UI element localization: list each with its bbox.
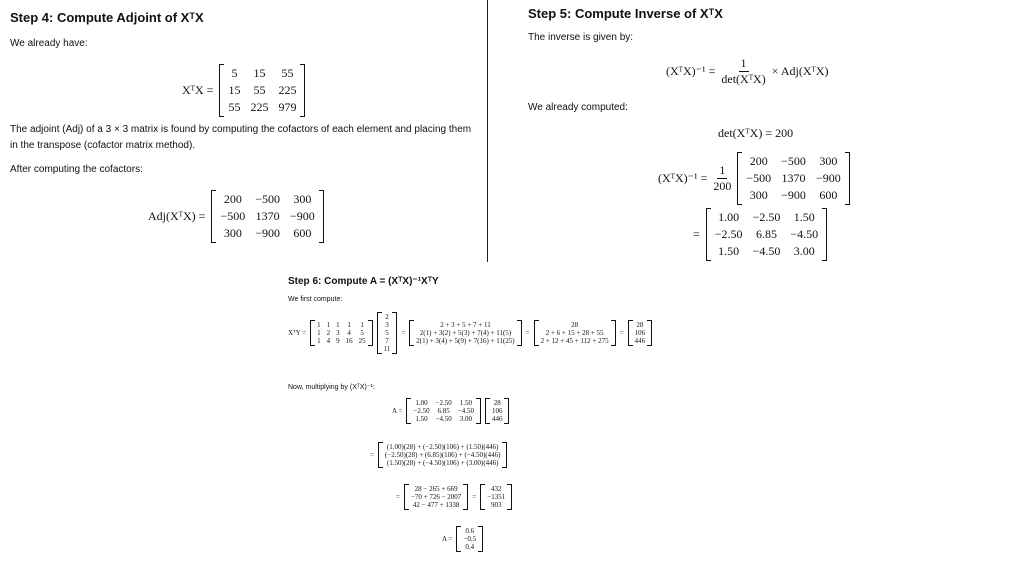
a-result-lhs: A = bbox=[442, 535, 453, 543]
matrix-table bbox=[381, 313, 394, 353]
matrix-row bbox=[741, 170, 845, 187]
matrix-cell: −70 + 726 − 2007 bbox=[410, 493, 462, 501]
matrix-cell: 5 bbox=[385, 329, 389, 337]
equals-sign: = bbox=[370, 451, 374, 459]
matrix-cell: 106 bbox=[634, 329, 646, 337]
matrix-cell: 1 bbox=[326, 321, 331, 329]
xty-vector bbox=[628, 320, 653, 346]
matrix-table bbox=[710, 209, 823, 260]
matrix-table bbox=[314, 321, 369, 345]
matrix-cell: 28 bbox=[636, 321, 644, 329]
xty-vector-small bbox=[485, 398, 510, 424]
matrix-cell: 55 bbox=[253, 83, 266, 97]
matrix-cell: 1.50 bbox=[718, 244, 740, 258]
matrix-cell: 106 bbox=[491, 407, 503, 415]
matrix-row bbox=[381, 313, 394, 321]
step4-xtx-equation bbox=[182, 64, 305, 117]
matrix-row bbox=[410, 399, 477, 407]
matrix-row bbox=[538, 321, 612, 329]
matrix-cell: 1.00 bbox=[718, 210, 740, 224]
matrix-row bbox=[382, 451, 504, 459]
fraction-numerator: 1 bbox=[719, 163, 726, 177]
a-product-equation bbox=[392, 398, 509, 424]
matrix-cell: −4.50 bbox=[790, 227, 819, 241]
matrix-cell: 300 bbox=[749, 188, 768, 202]
product-expansion bbox=[370, 442, 507, 468]
fraction-denominator: 200 bbox=[713, 179, 732, 193]
matrix-row bbox=[460, 543, 479, 551]
xtx-lhs: XᵀX = bbox=[182, 83, 214, 97]
matrix-cell: 200 bbox=[749, 154, 768, 168]
matrix-row bbox=[710, 209, 823, 226]
det-value: det(XᵀX) = 200 bbox=[718, 126, 794, 140]
equals-sign: = bbox=[525, 329, 530, 337]
matrix-cell: 9 bbox=[336, 337, 340, 345]
matrix-row bbox=[381, 329, 394, 337]
matrix-cell: 600 bbox=[293, 226, 312, 240]
matrix-cell: −900 bbox=[290, 209, 315, 223]
matrix-row bbox=[489, 407, 506, 415]
product-terms-vector bbox=[378, 442, 508, 468]
matrix-row bbox=[408, 501, 464, 509]
matrix-cell: 2 + 12 + 45 + 112 + 275 bbox=[540, 337, 609, 345]
matrix-row bbox=[382, 443, 504, 451]
inv-lhs: (XᵀX)⁻¹ = bbox=[658, 171, 708, 185]
matrix-row bbox=[410, 415, 477, 423]
matrix-row bbox=[484, 485, 508, 493]
matrix-row bbox=[538, 337, 612, 345]
matrix-cell: 0.4 bbox=[465, 543, 475, 551]
matrix-cell: −0.5 bbox=[463, 535, 477, 543]
matrix-row bbox=[460, 535, 479, 543]
step4-after: After computing the cofactors: bbox=[10, 164, 143, 175]
equals-sign: = bbox=[472, 493, 477, 501]
fraction-numerator: 1 bbox=[740, 56, 747, 70]
xtx-matrix bbox=[219, 64, 305, 117]
matrix-table bbox=[382, 443, 504, 467]
matrix-cell: 3.00 bbox=[459, 415, 472, 423]
matrix-row bbox=[408, 493, 464, 501]
step4-explain: The adjoint (Adj) of a 3 × 3 matrix is found by computing the cofactors of each element and placing them in the transpose (cofactor matrix method). bbox=[10, 124, 472, 151]
matrix-cell: 3 bbox=[336, 329, 340, 337]
a-lhs: A = bbox=[392, 407, 403, 415]
matrix-cell: 0.6 bbox=[465, 527, 475, 535]
matrix-row bbox=[632, 337, 649, 345]
matrix-row bbox=[223, 65, 301, 82]
matrix-cell: −500 bbox=[781, 154, 806, 168]
fraction-denominator: det(XᵀX) bbox=[721, 72, 766, 86]
column-divider bbox=[487, 0, 488, 262]
equals-sign: = bbox=[401, 329, 406, 337]
xty-lhs: XᵀY = bbox=[288, 329, 307, 337]
matrix-cell: 6.85 bbox=[755, 227, 777, 241]
matrix-table bbox=[538, 321, 612, 345]
matrix-row bbox=[413, 321, 517, 329]
matrix-cell: −1351 bbox=[487, 493, 506, 501]
result-vector bbox=[456, 526, 483, 552]
matrix-row bbox=[215, 225, 319, 242]
matrix-table bbox=[632, 321, 649, 345]
step5-computed: We already computed: bbox=[528, 102, 628, 113]
matrix-cell: 4 bbox=[326, 337, 331, 345]
matrix-cell: −2.50 bbox=[752, 210, 781, 224]
matrix-cell: 200 bbox=[223, 192, 242, 206]
inverse-matrix-small bbox=[406, 398, 481, 424]
matrix-cell: 15 bbox=[253, 66, 266, 80]
matrix-cell: −4.50 bbox=[435, 415, 452, 423]
matrix-cell: 1 bbox=[317, 337, 321, 345]
final-result bbox=[442, 526, 483, 552]
matrix-table bbox=[223, 65, 301, 116]
matrix-cell: 25 bbox=[358, 337, 366, 345]
matrix-cell: −500 bbox=[746, 171, 772, 185]
matrix-row bbox=[538, 329, 612, 337]
matrix-cell: 979 bbox=[278, 100, 297, 114]
matrix-cell: 2 bbox=[326, 329, 331, 337]
product-simplified bbox=[396, 484, 512, 510]
matrix-row bbox=[382, 459, 504, 467]
matrix-row bbox=[381, 345, 394, 353]
matrix-cell: 600 bbox=[819, 188, 838, 202]
matrix-cell: 1.50 bbox=[415, 415, 428, 423]
matrix-cell: 1.00 bbox=[415, 399, 428, 407]
matrix-cell: 1 bbox=[347, 321, 351, 329]
sums-vector bbox=[409, 320, 521, 346]
matrix-row bbox=[223, 82, 301, 99]
matrix-table bbox=[408, 485, 464, 509]
matrix-table bbox=[410, 399, 477, 423]
matrix-row bbox=[632, 329, 649, 337]
matrix-cell: −900 bbox=[255, 226, 281, 240]
matrix-cell: 300 bbox=[223, 226, 242, 240]
matrix-cell: −4.50 bbox=[752, 244, 781, 258]
matrix-row bbox=[314, 329, 369, 337]
matrix-cell: 1 bbox=[317, 329, 321, 337]
matrix-table bbox=[741, 153, 845, 204]
step5-inverse-formula bbox=[666, 56, 829, 87]
matrix-row bbox=[215, 208, 319, 225]
step5-intro: The inverse is given by: bbox=[528, 32, 634, 43]
equals-sign: = bbox=[396, 493, 400, 501]
y-vector bbox=[377, 312, 398, 354]
matrix-row bbox=[314, 337, 369, 345]
matrix-cell: 1370 bbox=[781, 171, 806, 185]
matrix-table bbox=[215, 191, 319, 242]
matrix-cell: −2.50 bbox=[413, 407, 430, 415]
matrix-row bbox=[484, 501, 508, 509]
xt-matrix bbox=[310, 320, 373, 346]
product-value-vector bbox=[480, 484, 512, 510]
matrix-cell: 446 bbox=[491, 415, 503, 423]
matrix-cell: −2.50 bbox=[435, 399, 452, 407]
matrix-row bbox=[484, 493, 508, 501]
matrix-table bbox=[460, 527, 479, 551]
matrix-cell: 42 − 477 + 1338 bbox=[412, 501, 460, 509]
matrix-cell: −500 bbox=[220, 209, 246, 223]
step6-title: Step 6: Compute A = (XᵀX)⁻¹XᵀY bbox=[288, 276, 439, 287]
matrix-cell: −2.50 bbox=[714, 227, 743, 241]
matrix-table bbox=[413, 321, 517, 345]
matrix-row bbox=[215, 191, 319, 208]
matrix-row bbox=[710, 243, 823, 260]
matrix-table bbox=[489, 399, 506, 423]
matrix-cell: 225 bbox=[278, 83, 297, 97]
matrix-cell: 1 bbox=[336, 321, 340, 329]
matrix-row bbox=[410, 407, 477, 415]
matrix-row bbox=[314, 321, 369, 329]
matrix-row bbox=[632, 321, 649, 329]
matrix-cell: −4.50 bbox=[457, 407, 474, 415]
matrix-cell: 55 bbox=[228, 100, 241, 114]
inverse-matrix bbox=[706, 208, 827, 261]
matrix-cell: 3.00 bbox=[793, 244, 815, 258]
sums2-vector bbox=[534, 320, 616, 346]
matrix-cell: 432 bbox=[490, 485, 502, 493]
matrix-row bbox=[741, 187, 845, 204]
product-sum-vector bbox=[404, 484, 468, 510]
matrix-row bbox=[408, 485, 464, 493]
matrix-cell: 300 bbox=[293, 192, 312, 206]
step5-title: Step 5: Compute Inverse of XᵀX bbox=[528, 6, 723, 21]
matrix-cell: 6.85 bbox=[437, 407, 450, 415]
matrix-row bbox=[223, 99, 301, 116]
matrix-cell: 2 + 6 + 15 + 28 + 55 bbox=[545, 329, 604, 337]
matrix-cell: 1 bbox=[317, 321, 321, 329]
inv-formula-rhs: × Adj(XᵀX) bbox=[771, 64, 829, 78]
matrix-cell: 903 bbox=[490, 501, 502, 509]
matrix-row bbox=[710, 226, 823, 243]
matrix-cell: −500 bbox=[255, 192, 281, 206]
matrix-cell: 16 bbox=[345, 337, 353, 345]
matrix-cell: (−2.50)(28) + (6.85)(106) + (−4.50)(446) bbox=[384, 451, 501, 459]
step4-intro: We already have: bbox=[10, 38, 88, 49]
matrix-cell: 1.50 bbox=[459, 399, 472, 407]
adj-matrix bbox=[211, 190, 323, 243]
inv-adj-matrix bbox=[737, 152, 849, 205]
matrix-row bbox=[489, 399, 506, 407]
step4-title: Step 4: Compute Adjoint of XᵀX bbox=[10, 10, 204, 25]
matrix-cell: −900 bbox=[815, 171, 841, 185]
matrix-cell: (1.00)(28) + (−2.50)(106) + (1.50)(446) bbox=[386, 443, 499, 451]
matrix-cell: 28 bbox=[571, 321, 579, 329]
xty-equation bbox=[288, 312, 652, 354]
equals-sign: = bbox=[619, 329, 624, 337]
matrix-table bbox=[484, 485, 508, 509]
matrix-cell: −900 bbox=[781, 188, 806, 202]
matrix-cell: 1.50 bbox=[793, 210, 815, 224]
matrix-cell: 2(1) + 3(4) + 5(9) + 7(16) + 11(25) bbox=[416, 337, 515, 345]
matrix-cell: 4 bbox=[347, 329, 351, 337]
matrix-cell: 28 − 265 + 669 bbox=[414, 485, 458, 493]
matrix-cell: 300 bbox=[819, 154, 838, 168]
step6-mult-text: Now, multiplying by (XᵀX)⁻¹: bbox=[288, 384, 375, 391]
matrix-row bbox=[489, 415, 506, 423]
adj-lhs: Adj(XᵀX) = bbox=[148, 209, 206, 223]
matrix-cell: 5 bbox=[360, 329, 364, 337]
inv-formula-fraction bbox=[721, 56, 765, 87]
step6-intro: We first compute: bbox=[288, 296, 343, 303]
matrix-cell: 1 bbox=[360, 321, 364, 329]
step5-inverse-equation bbox=[658, 152, 850, 205]
matrix-cell: 446 bbox=[634, 337, 646, 345]
matrix-row bbox=[413, 329, 517, 337]
matrix-row bbox=[741, 153, 845, 170]
matrix-cell: 225 bbox=[250, 100, 269, 114]
matrix-cell: 2 bbox=[385, 313, 389, 321]
step5-inverse-result bbox=[693, 208, 827, 261]
step4-adj-equation bbox=[148, 190, 324, 243]
matrix-row bbox=[381, 337, 394, 345]
matrix-cell: 5 bbox=[231, 66, 238, 80]
matrix-row bbox=[413, 337, 517, 345]
matrix-cell: 2(1) + 3(2) + 5(3) + 7(4) + 11(5) bbox=[419, 329, 512, 337]
matrix-cell: 3 bbox=[385, 321, 389, 329]
matrix-cell: 28 bbox=[493, 399, 501, 407]
matrix-row bbox=[381, 321, 394, 329]
matrix-cell: 55 bbox=[281, 66, 294, 80]
matrix-row bbox=[460, 527, 479, 535]
equals-sign: = bbox=[693, 227, 700, 241]
matrix-cell: 2 + 3 + 5 + 7 + 11 bbox=[440, 321, 491, 329]
matrix-cell: (1.50)(28) + (−4.50)(106) + (3.00)(446) bbox=[386, 459, 499, 467]
matrix-cell: 15 bbox=[228, 83, 241, 97]
inv-scalar-fraction bbox=[713, 163, 731, 194]
matrix-cell: 1370 bbox=[255, 209, 280, 223]
matrix-cell: 7 bbox=[385, 337, 389, 345]
matrix-cell: 11 bbox=[383, 345, 391, 353]
inv-formula-lhs: (XᵀX)⁻¹ = bbox=[666, 64, 716, 78]
